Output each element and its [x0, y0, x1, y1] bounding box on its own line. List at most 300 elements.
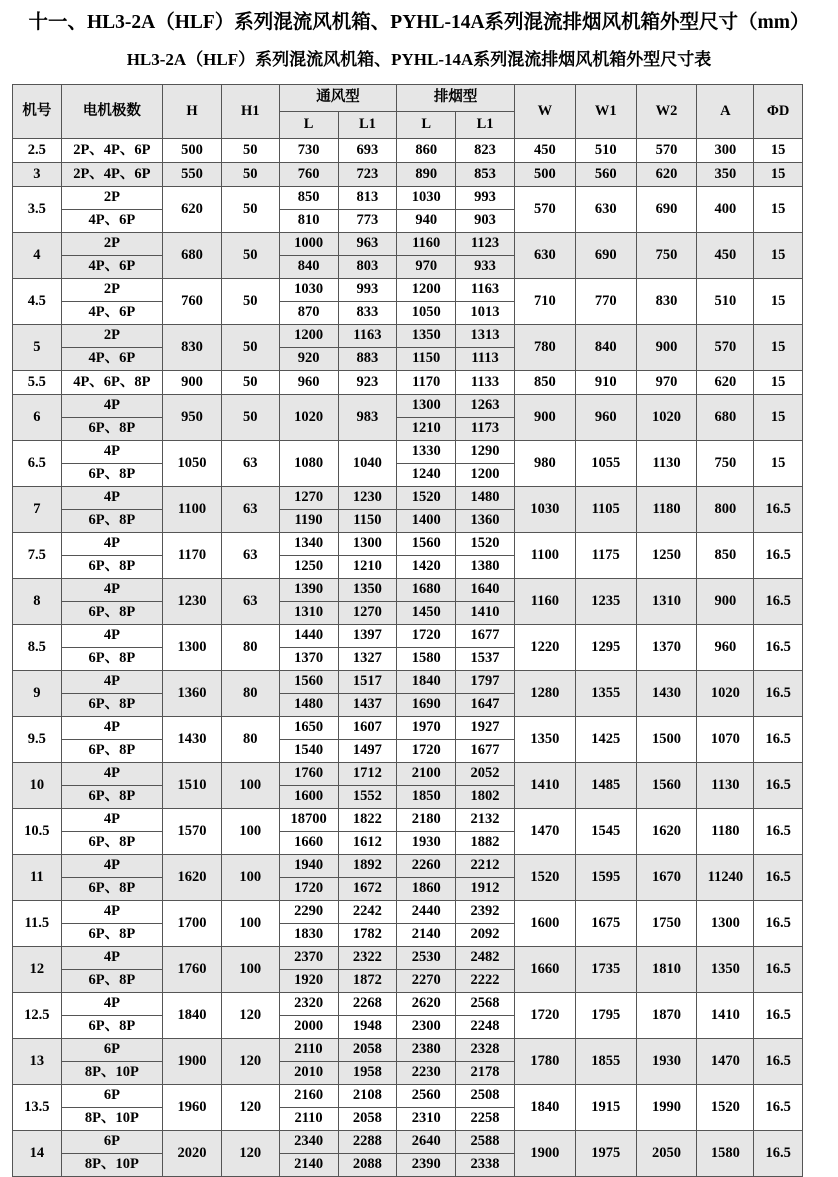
cell-smoke-l1: 2258: [456, 1107, 515, 1130]
cell-smoke-l1: 1360: [456, 509, 515, 532]
cell-vent-l1: 2058: [338, 1107, 397, 1130]
cell-motor-poles: 4P: [61, 854, 162, 877]
cell-smoke-l: 2390: [397, 1153, 456, 1176]
cell-smoke-l: 1720: [397, 624, 456, 647]
cell-vent-l1: 1612: [338, 831, 397, 854]
cell-motor-poles: 2P: [61, 324, 162, 347]
cell-h: 830: [163, 324, 222, 370]
cell-w: 1160: [514, 578, 575, 624]
cell-motor-poles: 4P、6P: [61, 347, 162, 370]
cell-w1: 1105: [575, 486, 636, 532]
cell-motor-poles: 2P: [61, 232, 162, 255]
cell-vent-l: 1020: [279, 394, 338, 440]
cell-vent-l: 1720: [279, 877, 338, 900]
header-vent-l1: L1: [338, 111, 397, 138]
cell-h1: 50: [221, 186, 279, 232]
cell-w: 630: [514, 232, 575, 278]
cell-smoke-l1: 2052: [456, 762, 515, 785]
cell-h1: 80: [221, 716, 279, 762]
cell-phi-d: 16.5: [754, 624, 803, 670]
cell-w1: 510: [575, 138, 636, 162]
cell-a: 400: [697, 186, 754, 232]
cell-vent-l1: 2322: [338, 946, 397, 969]
table-row: [13, 232, 803, 255]
cell-vent-l1: 693: [338, 138, 397, 162]
cell-vent-l1: 803: [338, 255, 397, 278]
cell-smoke-l: 1210: [397, 417, 456, 440]
cell-vent-l: 2290: [279, 900, 338, 923]
cell-h1: 50: [221, 394, 279, 440]
cell-vent-l1: 1712: [338, 762, 397, 785]
cell-w2: 1870: [636, 992, 697, 1038]
cell-vent-l: 1270: [279, 486, 338, 509]
cell-vent-l: 1650: [279, 716, 338, 739]
cell-h1: 100: [221, 900, 279, 946]
cell-h1: 100: [221, 854, 279, 900]
cell-w: 980: [514, 440, 575, 486]
cell-a: 800: [697, 486, 754, 532]
cell-vent-l1: 1948: [338, 1015, 397, 1038]
cell-smoke-l: 1520: [397, 486, 456, 509]
cell-smoke-l1: 2328: [456, 1038, 515, 1061]
cell-h1: 63: [221, 440, 279, 486]
cell-a: 1470: [697, 1038, 754, 1084]
cell-smoke-l1: 1882: [456, 831, 515, 854]
cell-w: 1900: [514, 1130, 575, 1176]
cell-w1: 1735: [575, 946, 636, 992]
cell-smoke-l: 1420: [397, 555, 456, 578]
cell-a: 960: [697, 624, 754, 670]
cell-vent-l1: 1350: [338, 578, 397, 601]
cell-vent-l1: 1327: [338, 647, 397, 670]
header-ji-hao: 机号: [13, 84, 62, 138]
cell-w: 1220: [514, 624, 575, 670]
cell-ji-hao: 7: [13, 486, 62, 532]
cell-motor-poles: 6P、8P: [61, 877, 162, 900]
cell-smoke-l: 1150: [397, 347, 456, 370]
header-row-top: [13, 84, 803, 111]
cell-ji-hao: 5.5: [13, 370, 62, 394]
cell-vent-l: 1200: [279, 324, 338, 347]
cell-ji-hao: 11.5: [13, 900, 62, 946]
cell-w1: 1855: [575, 1038, 636, 1084]
cell-ji-hao: 2.5: [13, 138, 62, 162]
table-row: [13, 370, 803, 394]
cell-h: 550: [163, 162, 222, 186]
table-row: [13, 324, 803, 347]
cell-smoke-l1: 1647: [456, 693, 515, 716]
cell-h: 1300: [163, 624, 222, 670]
cell-smoke-l: 1200: [397, 278, 456, 301]
cell-w1: 1055: [575, 440, 636, 486]
cell-smoke-l1: 1313: [456, 324, 515, 347]
cell-ji-hao: 4: [13, 232, 62, 278]
cell-motor-poles: 6P、8P: [61, 417, 162, 440]
cell-h: 1900: [163, 1038, 222, 1084]
cell-h1: 63: [221, 532, 279, 578]
cell-w1: 1485: [575, 762, 636, 808]
cell-w2: 1750: [636, 900, 697, 946]
cell-smoke-l: 2310: [397, 1107, 456, 1130]
header-a: A: [697, 84, 754, 138]
cell-h: 1050: [163, 440, 222, 486]
cell-w2: 1990: [636, 1084, 697, 1130]
cell-w: 900: [514, 394, 575, 440]
cell-vent-l: 2000: [279, 1015, 338, 1038]
cell-w: 1280: [514, 670, 575, 716]
cell-h: 1570: [163, 808, 222, 854]
cell-w2: 1250: [636, 532, 697, 578]
cell-w: 1030: [514, 486, 575, 532]
cell-w: 1520: [514, 854, 575, 900]
cell-w: 850: [514, 370, 575, 394]
header-w2: W2: [636, 84, 697, 138]
cell-h: 680: [163, 232, 222, 278]
cell-motor-poles: 2P: [61, 186, 162, 209]
cell-vent-l1: 2058: [338, 1038, 397, 1061]
cell-w2: 1430: [636, 670, 697, 716]
cell-w: 1100: [514, 532, 575, 578]
cell-vent-l1: 1230: [338, 486, 397, 509]
cell-motor-poles: 4P: [61, 946, 162, 969]
cell-smoke-l1: 1113: [456, 347, 515, 370]
cell-smoke-l: 2230: [397, 1061, 456, 1084]
cell-smoke-l1: 1677: [456, 739, 515, 762]
cell-vent-l: 2160: [279, 1084, 338, 1107]
cell-w1: 560: [575, 162, 636, 186]
cell-smoke-l: 2180: [397, 808, 456, 831]
cell-w: 1470: [514, 808, 575, 854]
cell-vent-l1: 1300: [338, 532, 397, 555]
header-smoke-l: L: [397, 111, 456, 138]
cell-h1: 100: [221, 762, 279, 808]
cell-a: 1580: [697, 1130, 754, 1176]
cell-w1: 1425: [575, 716, 636, 762]
cell-smoke-l1: 2338: [456, 1153, 515, 1176]
cell-w: 570: [514, 186, 575, 232]
cell-vent-l: 2110: [279, 1107, 338, 1130]
cell-vent-l: 2320: [279, 992, 338, 1015]
cell-ji-hao: 12.5: [13, 992, 62, 1038]
cell-phi-d: 16.5: [754, 1038, 803, 1084]
cell-phi-d: 16.5: [754, 578, 803, 624]
cell-vent-l: 1340: [279, 532, 338, 555]
cell-smoke-l1: 2248: [456, 1015, 515, 1038]
cell-vent-l: 730: [279, 138, 338, 162]
cell-w2: 1500: [636, 716, 697, 762]
cell-vent-l: 1440: [279, 624, 338, 647]
cell-motor-poles: 6P、8P: [61, 693, 162, 716]
cell-h: 1170: [163, 532, 222, 578]
cell-motor-poles: 4P: [61, 808, 162, 831]
cell-vent-l: 850: [279, 186, 338, 209]
cell-smoke-l1: 2092: [456, 923, 515, 946]
cell-w1: 630: [575, 186, 636, 232]
cell-w1: 1175: [575, 532, 636, 578]
cell-motor-poles: 6P: [61, 1130, 162, 1153]
cell-smoke-l: 1450: [397, 601, 456, 624]
page-title: 十一、HL3-2A（HLF）系列混流风机箱、PYHL-14A系列混流排烟风机箱外型尺寸（mm）: [28, 12, 810, 33]
cell-smoke-l1: 1927: [456, 716, 515, 739]
cell-w1: 1795: [575, 992, 636, 1038]
cell-h1: 50: [221, 370, 279, 394]
cell-vent-l: 2110: [279, 1038, 338, 1061]
cell-smoke-l1: 823: [456, 138, 515, 162]
cell-ji-hao: 9.5: [13, 716, 62, 762]
cell-smoke-l: 1560: [397, 532, 456, 555]
cell-motor-poles: 6P、8P: [61, 1015, 162, 1038]
cell-smoke-l1: 2482: [456, 946, 515, 969]
cell-smoke-l1: 1537: [456, 647, 515, 670]
cell-smoke-l1: 1380: [456, 555, 515, 578]
cell-w2: 1620: [636, 808, 697, 854]
cell-phi-d: 16.5: [754, 670, 803, 716]
cell-smoke-l: 2380: [397, 1038, 456, 1061]
cell-h1: 50: [221, 324, 279, 370]
cell-smoke-l1: 1520: [456, 532, 515, 555]
cell-w: 500: [514, 162, 575, 186]
table-row: [13, 278, 803, 301]
cell-vent-l: 1080: [279, 440, 338, 486]
cell-vent-l1: 2268: [338, 992, 397, 1015]
cell-smoke-l1: 1163: [456, 278, 515, 301]
cell-a: 1130: [697, 762, 754, 808]
cell-smoke-l1: 1123: [456, 232, 515, 255]
cell-motor-poles: 4P: [61, 532, 162, 555]
cell-w: 1780: [514, 1038, 575, 1084]
cell-smoke-l: 890: [397, 162, 456, 186]
cell-motor-poles: 8P、10P: [61, 1061, 162, 1084]
cell-phi-d: 15: [754, 186, 803, 232]
cell-h1: 120: [221, 1130, 279, 1176]
cell-vent-l: 1920: [279, 969, 338, 992]
cell-w2: 1810: [636, 946, 697, 992]
cell-motor-poles: 2P: [61, 278, 162, 301]
cell-motor-poles: 6P、8P: [61, 555, 162, 578]
cell-w: 780: [514, 324, 575, 370]
cell-w: 1660: [514, 946, 575, 992]
cell-w: 1840: [514, 1084, 575, 1130]
cell-phi-d: 16.5: [754, 1084, 803, 1130]
cell-ji-hao: 9: [13, 670, 62, 716]
cell-vent-l: 1600: [279, 785, 338, 808]
cell-ji-hao: 13.5: [13, 1084, 62, 1130]
cell-smoke-l: 2530: [397, 946, 456, 969]
cell-ji-hao: 10.5: [13, 808, 62, 854]
table-header: [13, 84, 803, 138]
cell-h1: 100: [221, 808, 279, 854]
cell-smoke-l1: 853: [456, 162, 515, 186]
cell-a: 900: [697, 578, 754, 624]
cell-a: 850: [697, 532, 754, 578]
cell-vent-l: 840: [279, 255, 338, 278]
cell-h: 500: [163, 138, 222, 162]
cell-vent-l1: 1437: [338, 693, 397, 716]
cell-vent-l: 1190: [279, 509, 338, 532]
cell-vent-l: 1830: [279, 923, 338, 946]
cell-smoke-l1: 1802: [456, 785, 515, 808]
cell-h: 1840: [163, 992, 222, 1038]
cell-a: 1070: [697, 716, 754, 762]
cell-ji-hao: 5: [13, 324, 62, 370]
table-row: [13, 624, 803, 647]
cell-motor-poles: 6P: [61, 1084, 162, 1107]
cell-smoke-l: 1690: [397, 693, 456, 716]
cell-a: 570: [697, 324, 754, 370]
table-row: [13, 854, 803, 877]
cell-phi-d: 16.5: [754, 900, 803, 946]
cell-w1: 960: [575, 394, 636, 440]
header-h: H: [163, 84, 222, 138]
cell-w2: 1560: [636, 762, 697, 808]
cell-ji-hao: 3: [13, 162, 62, 186]
cell-vent-l1: 1672: [338, 877, 397, 900]
cell-w1: 1915: [575, 1084, 636, 1130]
cell-vent-l: 2340: [279, 1130, 338, 1153]
cell-smoke-l: 1860: [397, 877, 456, 900]
cell-smoke-l1: 1797: [456, 670, 515, 693]
cell-motor-poles: 6P、8P: [61, 601, 162, 624]
dimensions-table: [12, 84, 803, 1177]
cell-smoke-l1: 2178: [456, 1061, 515, 1084]
cell-ji-hao: 10: [13, 762, 62, 808]
table-row: [13, 1084, 803, 1107]
cell-ji-hao: 12: [13, 946, 62, 992]
cell-vent-l: 1250: [279, 555, 338, 578]
cell-w1: 1675: [575, 900, 636, 946]
cell-phi-d: 16.5: [754, 532, 803, 578]
cell-a: 620: [697, 370, 754, 394]
cell-phi-d: 16.5: [754, 762, 803, 808]
table-row: [13, 808, 803, 831]
cell-smoke-l1: 1263: [456, 394, 515, 417]
cell-vent-l: 1310: [279, 601, 338, 624]
cell-smoke-l: 860: [397, 138, 456, 162]
cell-smoke-l: 970: [397, 255, 456, 278]
table-row: [13, 138, 803, 162]
cell-h1: 50: [221, 138, 279, 162]
cell-w2: 1020: [636, 394, 697, 440]
cell-vent-l: 2140: [279, 1153, 338, 1176]
cell-w2: 690: [636, 186, 697, 232]
cell-motor-poles: 6P、8P: [61, 831, 162, 854]
cell-phi-d: 15: [754, 370, 803, 394]
table-row: [13, 992, 803, 1015]
cell-a: 1410: [697, 992, 754, 1038]
cell-vent-l1: 1822: [338, 808, 397, 831]
cell-w2: 1310: [636, 578, 697, 624]
cell-smoke-l1: 2392: [456, 900, 515, 923]
cell-phi-d: 15: [754, 162, 803, 186]
cell-vent-l1: 983: [338, 394, 397, 440]
cell-smoke-l: 2100: [397, 762, 456, 785]
cell-a: 300: [697, 138, 754, 162]
cell-motor-poles: 4P、6P: [61, 255, 162, 278]
cell-vent-l1: 2242: [338, 900, 397, 923]
cell-smoke-l1: 1173: [456, 417, 515, 440]
cell-motor-poles: 4P、6P: [61, 209, 162, 232]
cell-a: 1300: [697, 900, 754, 946]
cell-vent-l1: 923: [338, 370, 397, 394]
table-row: [13, 532, 803, 555]
cell-vent-l1: 1397: [338, 624, 397, 647]
cell-w: 1600: [514, 900, 575, 946]
cell-ji-hao: 6: [13, 394, 62, 440]
cell-w2: 1370: [636, 624, 697, 670]
cell-vent-l: 2370: [279, 946, 338, 969]
cell-vent-l1: 1892: [338, 854, 397, 877]
cell-motor-poles: 8P、10P: [61, 1153, 162, 1176]
cell-phi-d: 16.5: [754, 992, 803, 1038]
cell-vent-l: 1370: [279, 647, 338, 670]
cell-w2: 750: [636, 232, 697, 278]
cell-h1: 80: [221, 624, 279, 670]
table-row: [13, 1038, 803, 1061]
cell-h1: 63: [221, 578, 279, 624]
cell-w1: 910: [575, 370, 636, 394]
cell-w2: 620: [636, 162, 697, 186]
cell-motor-poles: 4P: [61, 394, 162, 417]
cell-vent-l1: 1270: [338, 601, 397, 624]
cell-h: 1510: [163, 762, 222, 808]
cell-vent-l1: 1210: [338, 555, 397, 578]
cell-w: 1410: [514, 762, 575, 808]
cell-phi-d: 15: [754, 278, 803, 324]
cell-motor-poles: 4P: [61, 486, 162, 509]
cell-w2: 970: [636, 370, 697, 394]
cell-w: 1720: [514, 992, 575, 1038]
table-row: [13, 394, 803, 417]
cell-smoke-l: 940: [397, 209, 456, 232]
cell-a: 11240: [697, 854, 754, 900]
cell-w1: 840: [575, 324, 636, 370]
cell-vent-l1: 723: [338, 162, 397, 186]
cell-smoke-l: 1160: [397, 232, 456, 255]
cell-vent-l: 810: [279, 209, 338, 232]
cell-vent-l: 1940: [279, 854, 338, 877]
header-motor-poles: 电机极数: [61, 84, 162, 138]
header-smoke-l1: L1: [456, 111, 515, 138]
cell-h: 1230: [163, 578, 222, 624]
cell-w1: 1295: [575, 624, 636, 670]
cell-w1: 1235: [575, 578, 636, 624]
cell-a: 1020: [697, 670, 754, 716]
cell-vent-l: 960: [279, 370, 338, 394]
header-w: W: [514, 84, 575, 138]
cell-w: 1350: [514, 716, 575, 762]
cell-vent-l: 1540: [279, 739, 338, 762]
cell-smoke-l: 1850: [397, 785, 456, 808]
cell-a: 1520: [697, 1084, 754, 1130]
cell-ji-hao: 13: [13, 1038, 62, 1084]
cell-vent-l: 870: [279, 301, 338, 324]
cell-a: 1180: [697, 808, 754, 854]
cell-h: 760: [163, 278, 222, 324]
cell-smoke-l: 2300: [397, 1015, 456, 1038]
cell-smoke-l: 1350: [397, 324, 456, 347]
cell-smoke-l: 2260: [397, 854, 456, 877]
cell-smoke-l1: 2132: [456, 808, 515, 831]
cell-w2: 830: [636, 278, 697, 324]
cell-w1: 1595: [575, 854, 636, 900]
cell-vent-l1: 1782: [338, 923, 397, 946]
table-row: [13, 762, 803, 785]
cell-motor-poles: 2P、4P、6P: [61, 138, 162, 162]
cell-h: 1760: [163, 946, 222, 992]
cell-smoke-l1: 1480: [456, 486, 515, 509]
cell-vent-l1: 1163: [338, 324, 397, 347]
table-row: [13, 186, 803, 209]
